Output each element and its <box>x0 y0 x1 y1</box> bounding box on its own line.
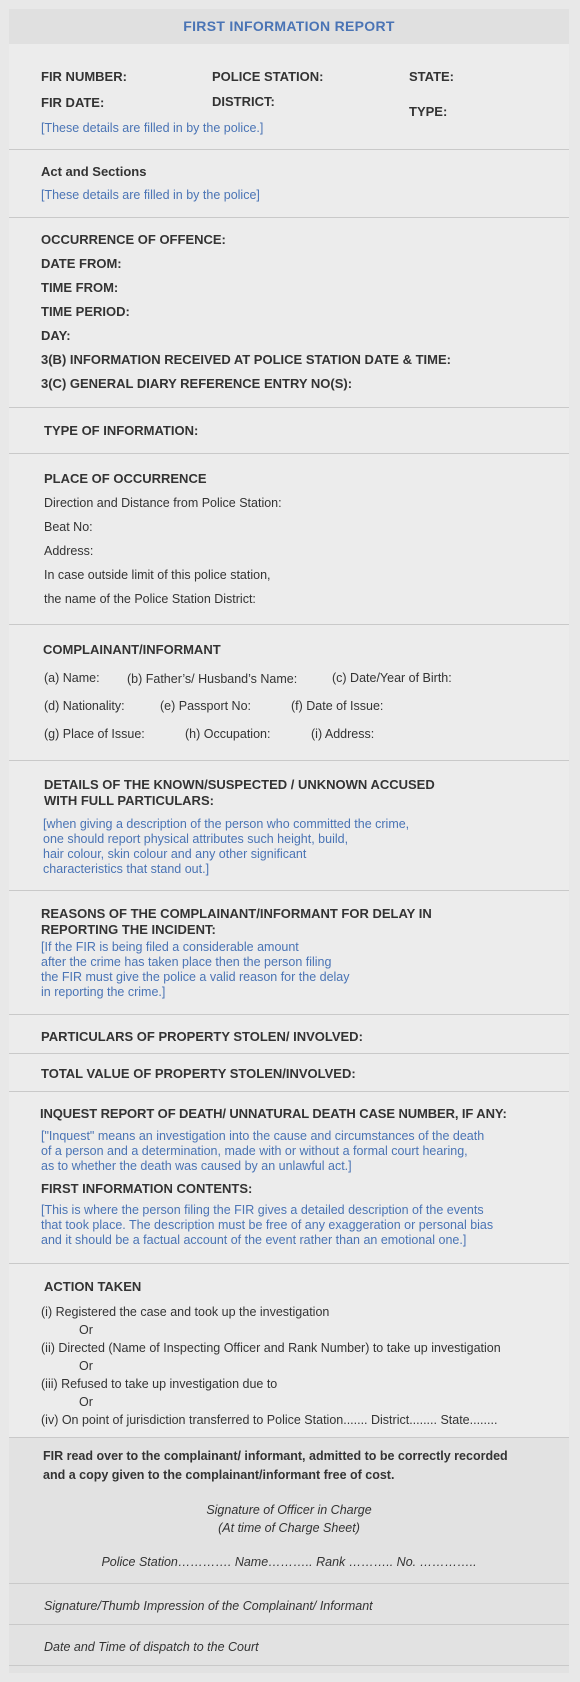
delay-note-line-3: the FIR must give the police a valid reason for the delay <box>41 970 350 984</box>
officer-signature-label: Signature of Officer in Charge <box>206 1503 372 1517</box>
contents-note-line-2: that took place. The description must be free of any exaggeration or personal bias <box>41 1218 494 1232</box>
dob-label: (c) Date/Year of Birth: <box>332 671 452 685</box>
accused-note-line-3: hair colour, skin colour and any other significant <box>43 847 307 861</box>
acts-heading: Act and Sections <box>41 164 147 179</box>
accused-heading-line-1: DETAILS OF THE KNOWN/SUSPECTED / UNKNOWN ACCUSED <box>44 777 435 792</box>
complainant-address-label: (i) Address: <box>311 727 375 741</box>
delay-note-line-4: in reporting the crime.] <box>41 985 166 999</box>
inquest-note-line-1: ["Inquest" means an investigation into the cause and circumstances of the death <box>41 1129 485 1143</box>
place-heading: PLACE OF OCCURRENCE <box>44 471 207 486</box>
delay-heading-line-2: REPORTING THE INCIDENT: <box>41 922 216 937</box>
address-label: Address: <box>44 544 94 558</box>
inquest-heading: INQUEST REPORT OF DEATH/ UNNATURAL DEATH CASE NUMBER, IF ANY: <box>40 1106 507 1121</box>
complainant-signature-label: Signature/Thumb Impression of the Complainant/ Informant <box>44 1599 373 1613</box>
divider <box>9 453 569 454</box>
beat-label: Beat No: <box>44 520 93 534</box>
type-label: TYPE: <box>409 104 448 119</box>
divider <box>9 149 569 150</box>
gd-entry-label: 3(C) GENERAL DIARY REFERENCE ENTRY NO(S): <box>41 376 353 391</box>
issue-place-label: (g) Place of Issue: <box>44 727 145 741</box>
form-title: FIRST INFORMATION REPORT <box>183 18 395 34</box>
direction-label: Direction and Distance from Police Station: <box>44 496 282 510</box>
date-from-label: DATE FROM: <box>41 256 122 271</box>
action-or-1: Or <box>79 1323 93 1337</box>
delay-note-line-1: [If the FIR is being filed a considerable amount <box>41 940 299 954</box>
passport-label: (e) Passport No: <box>160 699 252 713</box>
divider <box>9 1091 569 1092</box>
charge-sheet-label: (At time of Charge Sheet) <box>218 1521 360 1535</box>
info-received-label: 3(B) INFORMATION RECEIVED AT POLICE STATION DATE & TIME: <box>41 352 451 367</box>
property-stolen-label: PARTICULARS OF PROPERTY STOLEN/ INVOLVED: <box>41 1029 363 1044</box>
action-i: (i) Registered the case and took up the investigation <box>41 1305 330 1319</box>
issue-date-label: (f) Date of Issue: <box>291 699 384 713</box>
day-label: DAY: <box>41 328 71 343</box>
divider <box>9 1263 569 1264</box>
delay-note-line-2: after the crime has taken place then the person filing <box>41 955 332 969</box>
outside-limit-line-1: In case outside limit of this police station, <box>44 568 271 582</box>
header-note: [These details are filled in by the police.] <box>41 121 264 135</box>
divider <box>9 217 569 218</box>
inquest-note-line-2: of a person and a determination, made with or without a formal court hearing, <box>41 1144 468 1158</box>
outside-limit-line-2: the name of the Police Station District: <box>44 592 256 606</box>
action-or-3: Or <box>79 1395 93 1409</box>
fir-number-label: FIR NUMBER: <box>41 69 127 84</box>
divider <box>9 1624 569 1625</box>
contents-note-line-3: and it should be a factual account of the event rather than an emotional one.] <box>41 1233 467 1247</box>
type-of-information-label: TYPE OF INFORMATION: <box>44 423 199 438</box>
divider <box>9 890 569 891</box>
action-iii: (iii) Refused to take up investigation due to <box>41 1377 278 1391</box>
fir-form <box>9 9 569 1673</box>
fir-date-label: FIR DATE: <box>41 95 105 110</box>
property-value-label: TOTAL VALUE OF PROPERTY STOLEN/INVOLVED: <box>41 1066 356 1081</box>
police-station-label: POLICE STATION: <box>212 69 324 84</box>
time-from-label: TIME FROM: <box>41 280 119 295</box>
read-over-line-2: and a copy given to the complainant/informant free of cost. <box>43 1468 395 1482</box>
accused-heading-line-2: WITH FULL PARTICULARS: <box>44 793 214 808</box>
dispatch-label: Date and Time of dispatch to the Court <box>44 1640 259 1654</box>
inquest-note-line-3: as to whether the death was caused by an unlawful act.] <box>41 1159 352 1173</box>
state-label: STATE: <box>409 69 455 84</box>
contents-note-line-1: [This is where the person filing the FIR gives a detailed description of the events <box>41 1203 484 1217</box>
occurrence-heading: OCCURRENCE OF OFFENCE: <box>41 232 226 247</box>
contents-heading: FIRST INFORMATION CONTENTS: <box>41 1181 253 1196</box>
divider <box>9 1014 569 1015</box>
nationality-label: (d) Nationality: <box>44 699 125 713</box>
station-name-rank-line: Police Station…………. Name……….. Rank ……….. No. ………….. <box>101 1555 477 1569</box>
district-label: DISTRICT: <box>212 94 275 109</box>
delay-heading-line-1: REASONS OF THE COMPLAINANT/INFORMANT FOR DELAY IN <box>41 906 432 921</box>
divider <box>9 1583 569 1584</box>
read-over-line-1: FIR read over to the complainant/ informant, admitted to be correctly recorded <box>43 1449 508 1463</box>
action-heading: ACTION TAKEN <box>44 1279 142 1294</box>
accused-note-line-1: [when giving a description of the person who committed the crime, <box>43 817 410 831</box>
divider <box>9 624 569 625</box>
father-name-label: (b) Father’s/ Husband’s Name: <box>127 672 298 686</box>
action-ii: (ii) Directed (Name of Inspecting Officer and Rank Number) to take up investigation <box>41 1341 501 1355</box>
divider <box>9 760 569 761</box>
accused-note-line-2: one should report physical attributes such height, build, <box>43 832 349 846</box>
complainant-heading: COMPLAINANT/INFORMANT <box>43 642 221 657</box>
action-iv: (iv) On point of jurisdiction transferred to Police Station....... District........ State........ <box>41 1413 498 1427</box>
action-or-2: Or <box>79 1359 93 1373</box>
divider <box>9 1053 569 1054</box>
divider <box>9 1665 569 1666</box>
time-period-label: TIME PERIOD: <box>41 304 130 319</box>
accused-note-line-4: characteristics that stand out.] <box>43 862 210 876</box>
divider <box>9 1437 569 1438</box>
acts-note: [These details are filled in by the police] <box>41 188 260 202</box>
divider <box>9 407 569 408</box>
complainant-name-label: (a) Name: <box>44 671 100 685</box>
occupation-label: (h) Occupation: <box>185 727 271 741</box>
